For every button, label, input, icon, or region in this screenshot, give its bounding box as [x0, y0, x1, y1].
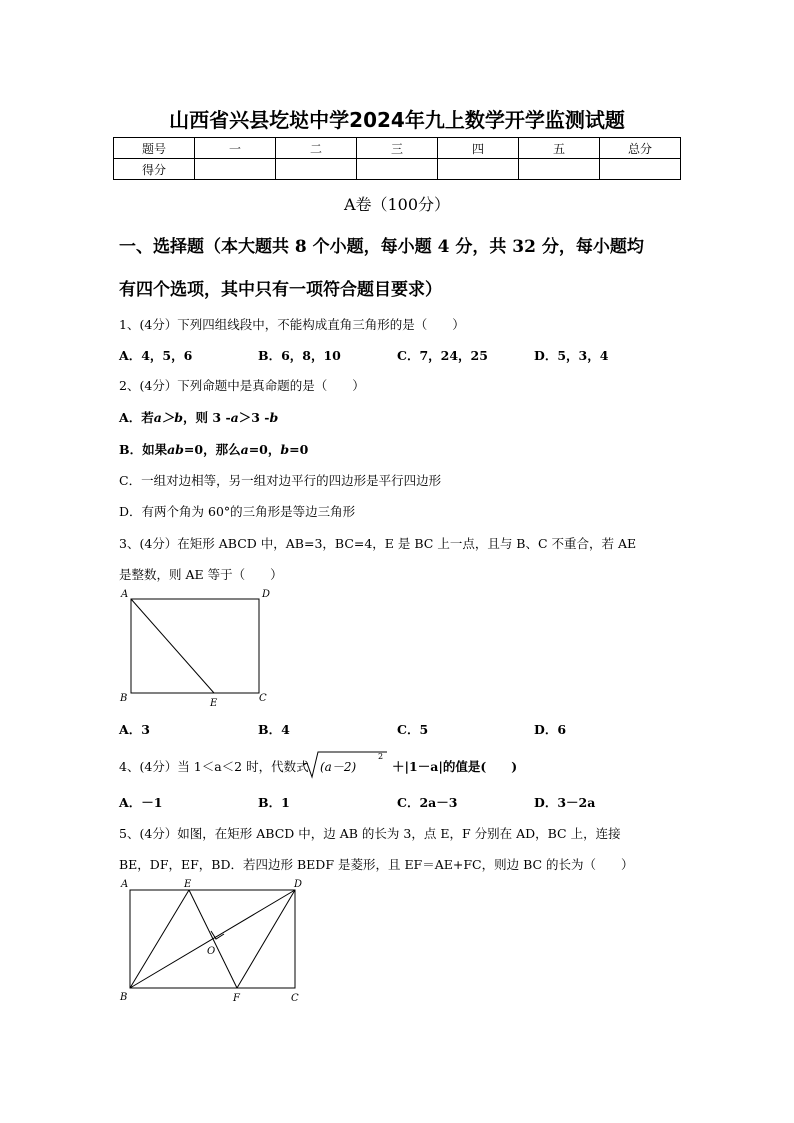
q3-label-a: A: [121, 589, 129, 600]
score-header-cell: 二: [276, 138, 357, 159]
q3-stem-line2: 是整数，则 AE 等于（ ）: [119, 567, 283, 582]
q4-stem-post: ＋|1－a|的值是( ): [392, 759, 518, 774]
q2-option-d: D．有两个角为 60°的三角形是等边三角形: [119, 504, 356, 519]
score-row-label: 得分: [114, 159, 195, 180]
q2-a-text: ＞3 -: [238, 410, 270, 425]
q1-option-c: C．7，24，25: [397, 348, 488, 363]
q4-option-b: B．1: [258, 795, 290, 810]
q2-b-text: B．如果: [119, 442, 168, 457]
q5-label-b: B: [120, 992, 128, 1003]
q2-b-text: =0: [289, 442, 309, 457]
q3-label-d: D: [262, 589, 271, 600]
q5-label-c: C: [291, 993, 299, 1004]
q4-radicand: (a－2): [320, 760, 357, 774]
q5-label-o: O: [207, 946, 216, 957]
q5-segment-be: [130, 890, 189, 988]
section-heading-line1: 一、选择题（本大题共 8 个小题，每小题 4 分，共 32 分，每小题均: [119, 237, 644, 257]
q3-option-b: B．4: [258, 722, 290, 737]
q1-option-a: A．4，5，6: [119, 348, 193, 363]
q3-option-d: D．6: [534, 722, 567, 737]
q2-b-math: a: [240, 442, 249, 457]
q3-label-b: B: [120, 693, 128, 704]
q3-option-a: A．3: [119, 722, 150, 737]
q2-a-text: ，则 3 -: [183, 410, 231, 425]
q3-stem-line1: 3、(4分）在矩形 ABCD 中，AB=3，BC=4，E 是 BC 上一点，且与 B、C 不重合，若 AE: [119, 536, 637, 551]
q5-stem-line1: 5、(4分）如图，在矩形 ABCD 中，边 AB 的长为 3，点 E，F 分别在 AD，BC 上，连接: [119, 826, 621, 841]
q4-option-a: A．－1: [119, 795, 163, 810]
q4-exponent: 2: [378, 752, 384, 761]
q4-stem-pre: 4、(4分）当 1＜a＜2 时，代数式: [119, 759, 309, 774]
score-header-cell: 三: [357, 138, 438, 159]
q1-stem: 1、(4分）下列四组线段中，不能构成直角三角形的是（ ）: [119, 317, 465, 332]
section-heading-line2: 有四个选项，其中只有一项符合题目要求）: [119, 280, 442, 300]
q5-label-d: D: [294, 879, 303, 890]
q2-a-math: a: [230, 410, 239, 425]
page-title: 山西省兴县圪垯中学2024年九上数学开学监测试题: [169, 108, 625, 132]
q2-stem: 2、(4分）下列命题中是真命题的是（ ）: [119, 378, 365, 393]
score-header-cell: 五: [519, 138, 600, 159]
q4-option-c: C．2a－3: [397, 795, 458, 810]
q2-b-math: ab: [167, 442, 184, 457]
q2-a-math: b: [269, 410, 279, 425]
q5-label-f: F: [233, 993, 240, 1004]
q5-stem-line2: BE，DF，EF，BD．若四边形 BEDF 是菱形，且 EF＝AE+FC，则边 BC 的长为（ ）: [119, 857, 634, 872]
q2-b-math: b: [280, 442, 290, 457]
q3-label-e: E: [210, 698, 218, 709]
q2-b-text: =0，: [248, 442, 281, 457]
q2-option-c: C．一组对边相等，另一组对边平行的四边形是平行四边形: [119, 473, 442, 488]
q5-label-a: A: [121, 879, 129, 890]
q5-segment-ef: [189, 890, 237, 988]
score-header-cell: 一: [195, 138, 276, 159]
score-header-cell: 题号: [114, 138, 195, 159]
q1-option-b: B．6，8，10: [258, 348, 341, 363]
q2-b-text: =0，那么: [183, 442, 241, 457]
q3-label-c: C: [259, 693, 267, 704]
q5-segment-df: [237, 890, 295, 988]
q5-label-e: E: [184, 879, 192, 890]
q3-option-c: C．5: [397, 722, 429, 737]
q4-option-d: D．3－2a: [534, 795, 596, 810]
section-subtitle: A卷（100分）: [343, 195, 451, 214]
q2-a-math: a＞b: [153, 410, 184, 425]
q2-a-text: A．若: [119, 410, 154, 425]
score-header-cell: 四: [438, 138, 519, 159]
q1-option-d: D．5，3，4: [534, 348, 609, 363]
score-header-cell: 总分: [600, 138, 681, 159]
